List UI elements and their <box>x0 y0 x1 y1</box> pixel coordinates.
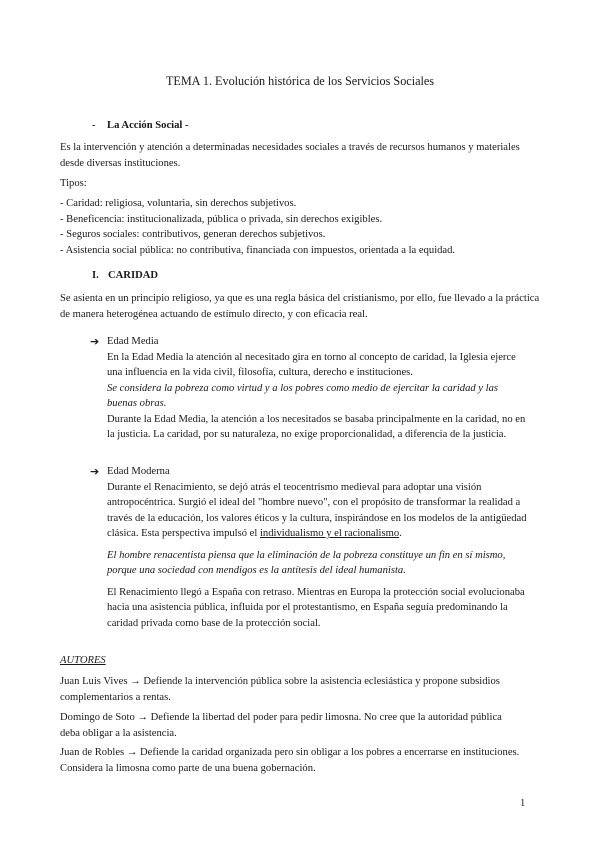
section-marker: - <box>92 120 96 131</box>
edad-moderna-block <box>90 464 530 631</box>
accion-social-definition: Es la intervención y atención a determinadas necesidades sociales a través de recursos humanos y materiales desde diversas instituciones. <box>60 142 520 169</box>
document-title: TEMA 1. Evolución histórica de los Servicios Sociales <box>165 74 435 88</box>
edad-media-paragraph: En la Edad Media la atención al necesitado gira en torno al concepto de caridad, la Iglesia ejerce una influencia en la vida civil, filosofía, cultura, derecho e instituciones. <box>107 351 516 378</box>
arrow-right-icon: ➔ <box>90 465 100 478</box>
edad-moderna-paragraph <box>107 480 527 542</box>
paragraph-text: Durante el Renacimiento, se dejó atrás el teocentrismo medieval para adoptar una visión antropocéntrica. Surgió el ideal del "hombre nuevo", con el propósito de transformar la realidad a través de la educación, los valores éticos y la cultura, inspirándose en los modelos de la antigüedad clásica. Esta perspectiva impulsó el <box>107 481 527 539</box>
page-number: 1 <box>520 798 526 809</box>
arrow-right-icon: ➔ <box>90 335 100 348</box>
list-item: - Beneficencia: institucionalizada, pública o privada, sin derechos exigibles. <box>60 213 383 225</box>
edad-media-paragraph: Durante la Edad Media, la atención a los necesitados se basaba principalmente en la caridad, no en la justicia. La caridad, por su naturaleza, no exige proporcionalidad, a diferencia de la justicia. <box>107 413 526 440</box>
list-item: - Seguros sociales: contributivos, generan derechos subjetivos. <box>60 229 326 240</box>
edad-media-block <box>90 334 530 443</box>
tipos-list <box>60 196 540 258</box>
autor-item: Domingo de Soto → Defiende la libertad del poder para pedir limosna. No cree que la autoridad pública deba obligar a la asistencia. <box>60 712 502 739</box>
edad-media-heading: Edad Media <box>107 336 159 347</box>
edad-moderna-heading: Edad Moderna <box>107 466 170 477</box>
section-heading-text: La Acción Social - <box>107 120 189 131</box>
list-item: - Caridad: religiosa, voluntaria, sin derechos subjetivos. <box>60 198 297 209</box>
edad-media-italic-paragraph: Se considera la pobreza como virtud y a los pobres como medio de ejercitar la caridad y las buenas obras. <box>107 382 499 409</box>
section-heading-caridad <box>92 268 158 284</box>
tipos-label: Tipos: <box>60 178 87 189</box>
section-number: I. <box>92 270 99 281</box>
autor-item: Juan de Robles → Defiende la caridad organizada pero sin obligar a los pobres a encerrarse en instituciones. Considera la limosna como parte de una buena gobernación. <box>60 747 520 774</box>
edad-moderna-italic-paragraph: El hombre renacentista piensa que la eliminación de la pobreza constituye un fin en sí mismo, porque una sociedad con mendigos es la antítesis del ideal humanista. <box>107 549 506 576</box>
paragraph-end: . <box>399 528 402 539</box>
caridad-intro: Se asienta en un principio religioso, ya que es una regla básica del cristianismo, por ello, fue llevado a la práctica de manera heterogénea actuando de estímulo directo, y con eficacia real. <box>60 293 540 320</box>
underlined-phrase: individualismo y el racionalismo <box>259 528 400 539</box>
section-heading-accion-social <box>92 118 189 134</box>
list-item: - Asistencia social pública: no contributiva, financiada con impuestos, orientada a la equidad. <box>60 244 456 256</box>
autores-heading: AUTORES <box>60 655 106 666</box>
edad-moderna-paragraph: El Renacimiento llegó a España con retraso. Mientras en Europa la protección social evolucionaba hacia una asistencia pública, influida por el protestantismo, en España seguía predominando la caridad privada como base de la protección social. <box>107 586 525 629</box>
autor-item: Juan Luis Vives → Defiende la intervención pública sobre la asistencia eclesiástica y propone subsidios complementarios a rentas. <box>60 676 500 703</box>
section-heading-text: CARIDAD <box>108 270 159 281</box>
